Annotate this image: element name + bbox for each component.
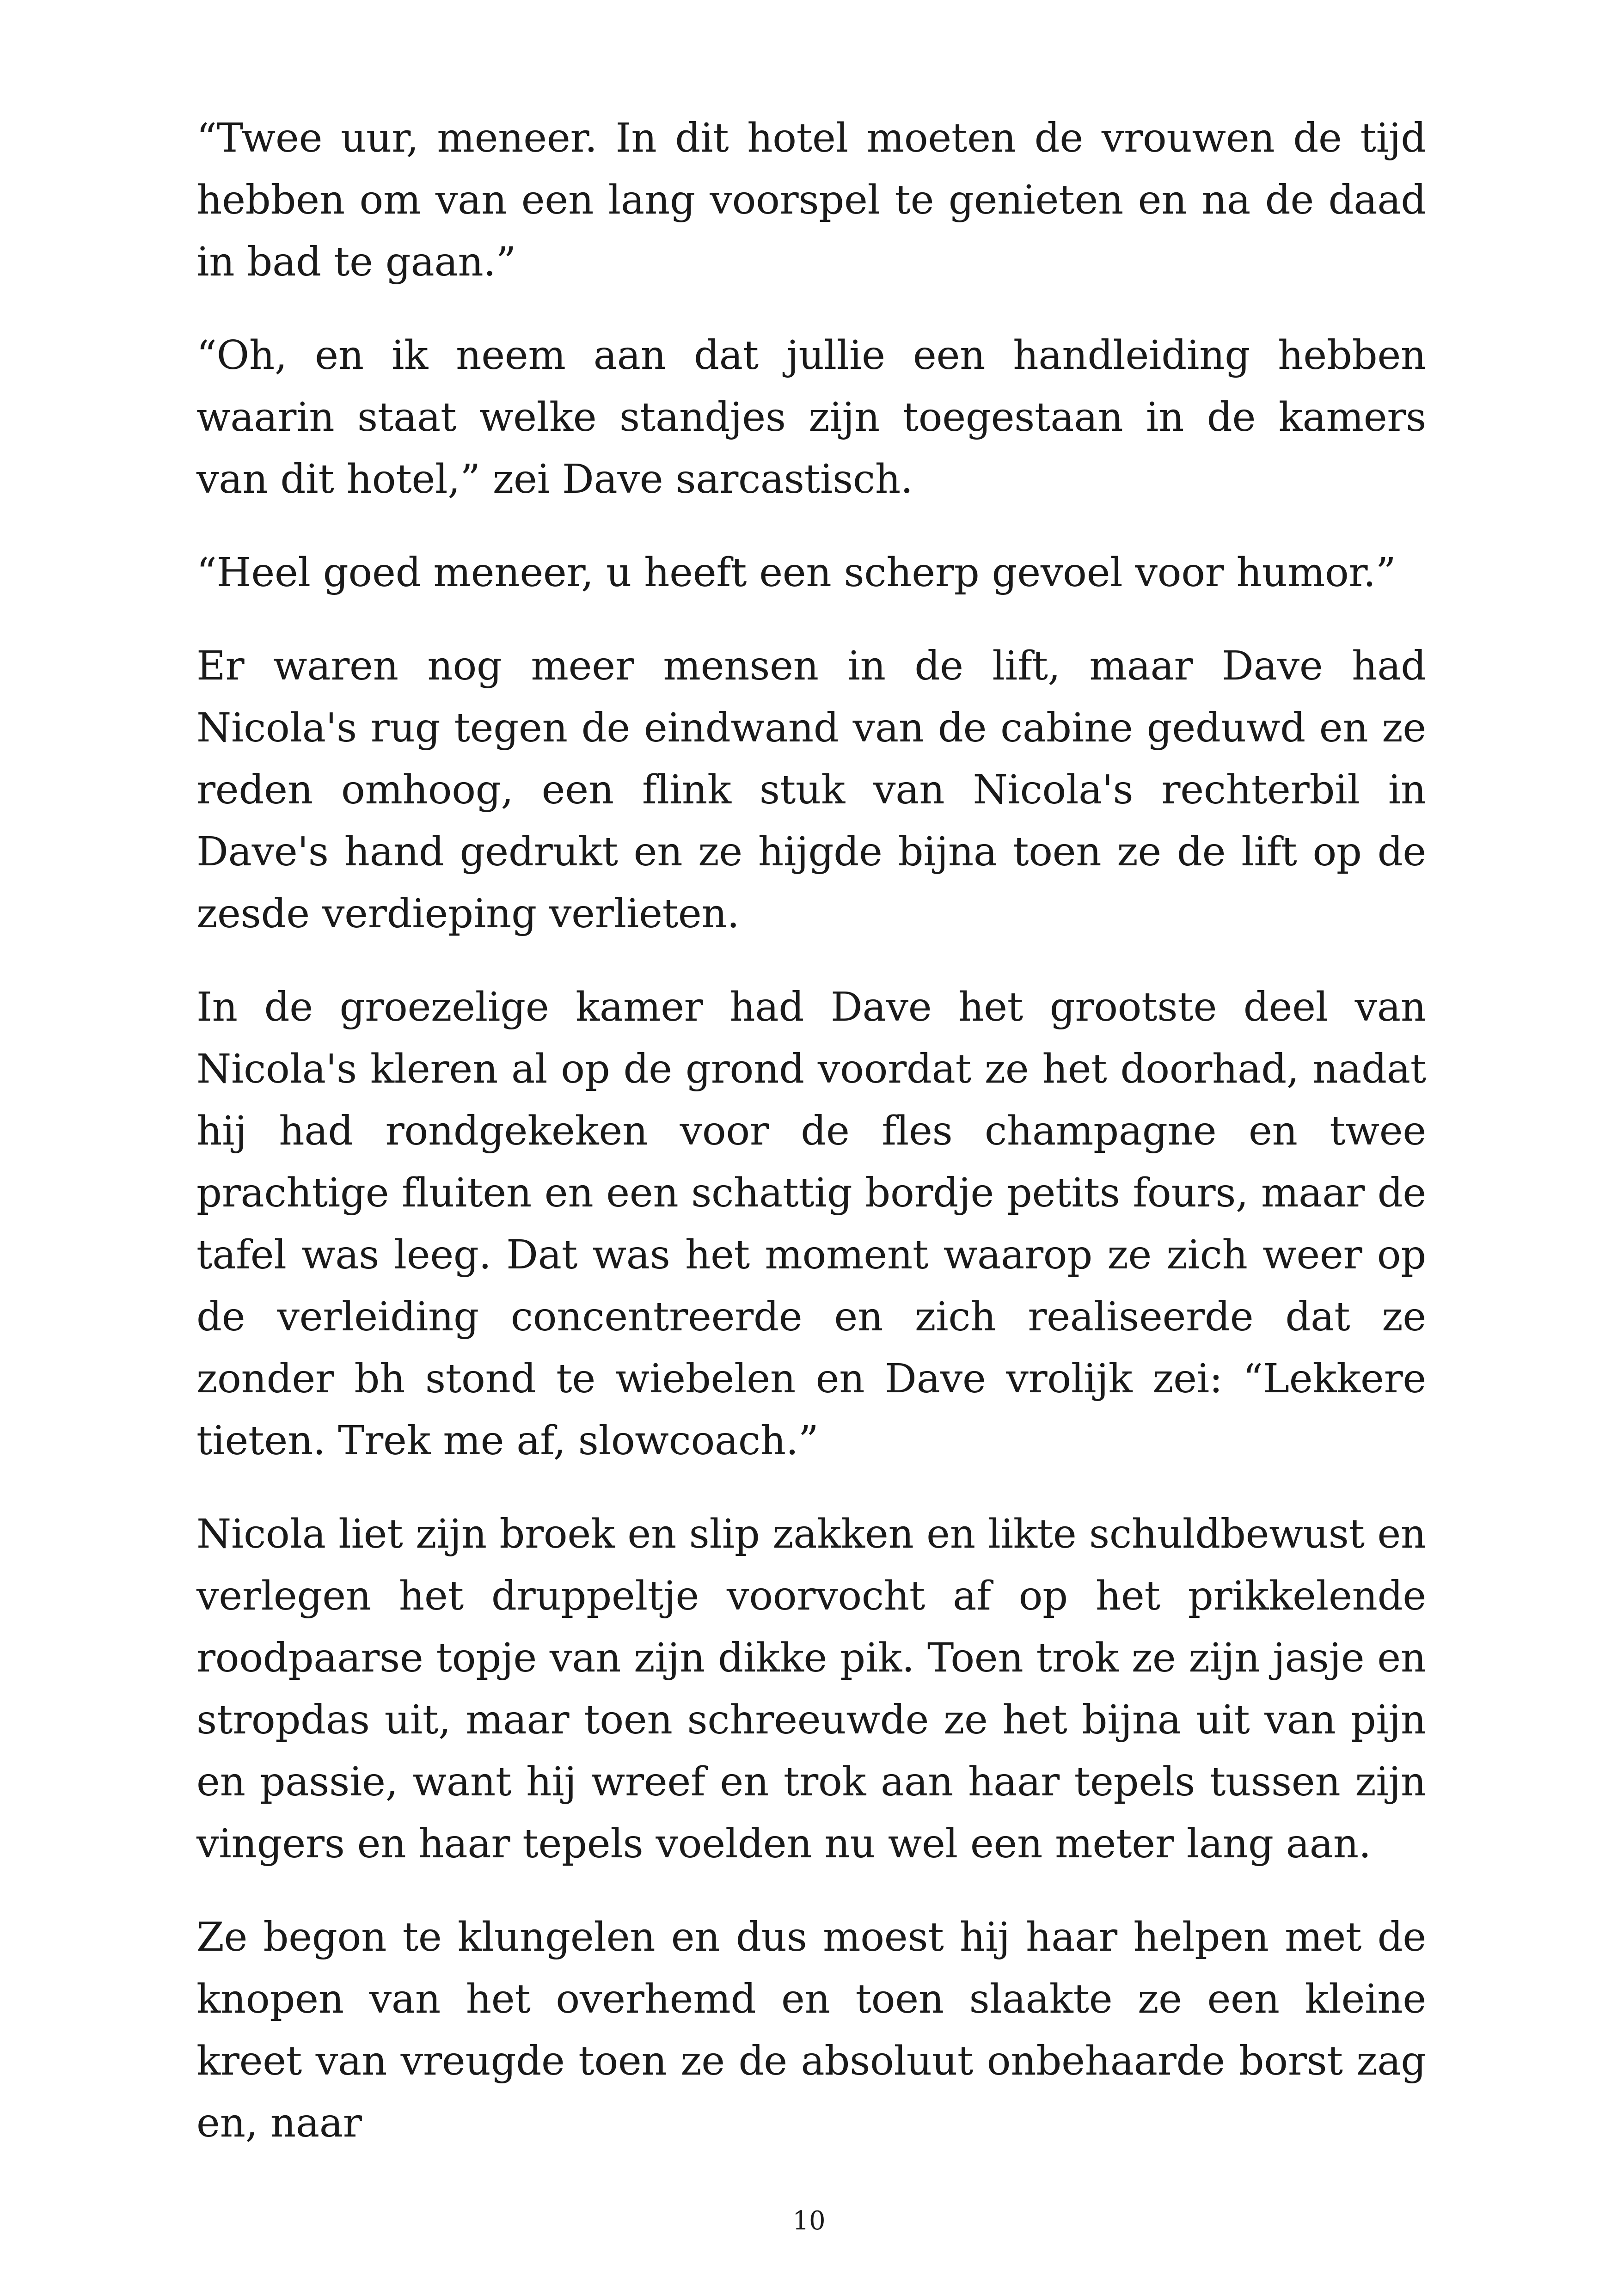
paragraph-4: Er waren nog meer mensen in de lift, maar Dave had Nicola's rug tegen de eindwand van de cabine geduwd en ze reden omhoog, een flink stuk van Nicola's rechterbil in Dave's hand gedrukt en ze hijgde bijna toen ze de lift op de zesde verdieping verlieten. [196, 643, 1426, 937]
body-text [196, 107, 1426, 2186]
paragraph-2: “Oh, en ik neem aan dat jullie een handleiding hebben waarin staat welke standjes zijn toegestaan in de kamers van dit hotel,” zei Dave sarcastisch. [196, 332, 1426, 502]
paragraph-7: Ze begon te klungelen en dus moest hij haar helpen met de knopen van het overhemd en toen slaakte ze een kleine kreet van vreugde toen ze de absoluut onbehaarde borst zag en, naar [196, 1914, 1426, 2146]
page-number: 10 [792, 2206, 826, 2236]
paragraph-1: “Twee uur, meneer. In dit hotel moeten de vrouwen de tijd hebben om van een lang voorspel te genieten en na de daad in bad te gaan.” [196, 115, 1426, 285]
paragraph-3: “Heel goed meneer, u heeft een scherp gevoel voor humor.” [196, 550, 1396, 596]
paragraph-6: Nicola liet zijn broek en slip zakken en likte schuldbewust en verlegen het druppeltje voorvocht af op het prikkelende roodpaarse topje van zijn dikke pik. Toen trok ze zijn jasje en stropdas uit, maar toen schreeuwde ze het bijna uit van pijn en passie, want hij wreef en trok aan haar tepels tussen zijn vingers en haar tepels voelden nu wel een meter lang aan. [196, 1511, 1426, 1867]
paragraph-5: In de groezelige kamer had Dave het grootste deel van Nicola's kleren al op de grond voordat ze het doorhad, nadat hij had rondgekeken voor de fles champagne en twee prachtige fluiten en een schattig bordje petits fours, maar de tafel was leeg. Dat was het moment waarop ze zich weer op de verleiding concentreerde en zich realiseerde dat ze zonder bh stond te wiebelen en Dave vrolijk zei: “Lekkere tieten. Trek me af, slowcoach.” [196, 984, 1426, 1464]
